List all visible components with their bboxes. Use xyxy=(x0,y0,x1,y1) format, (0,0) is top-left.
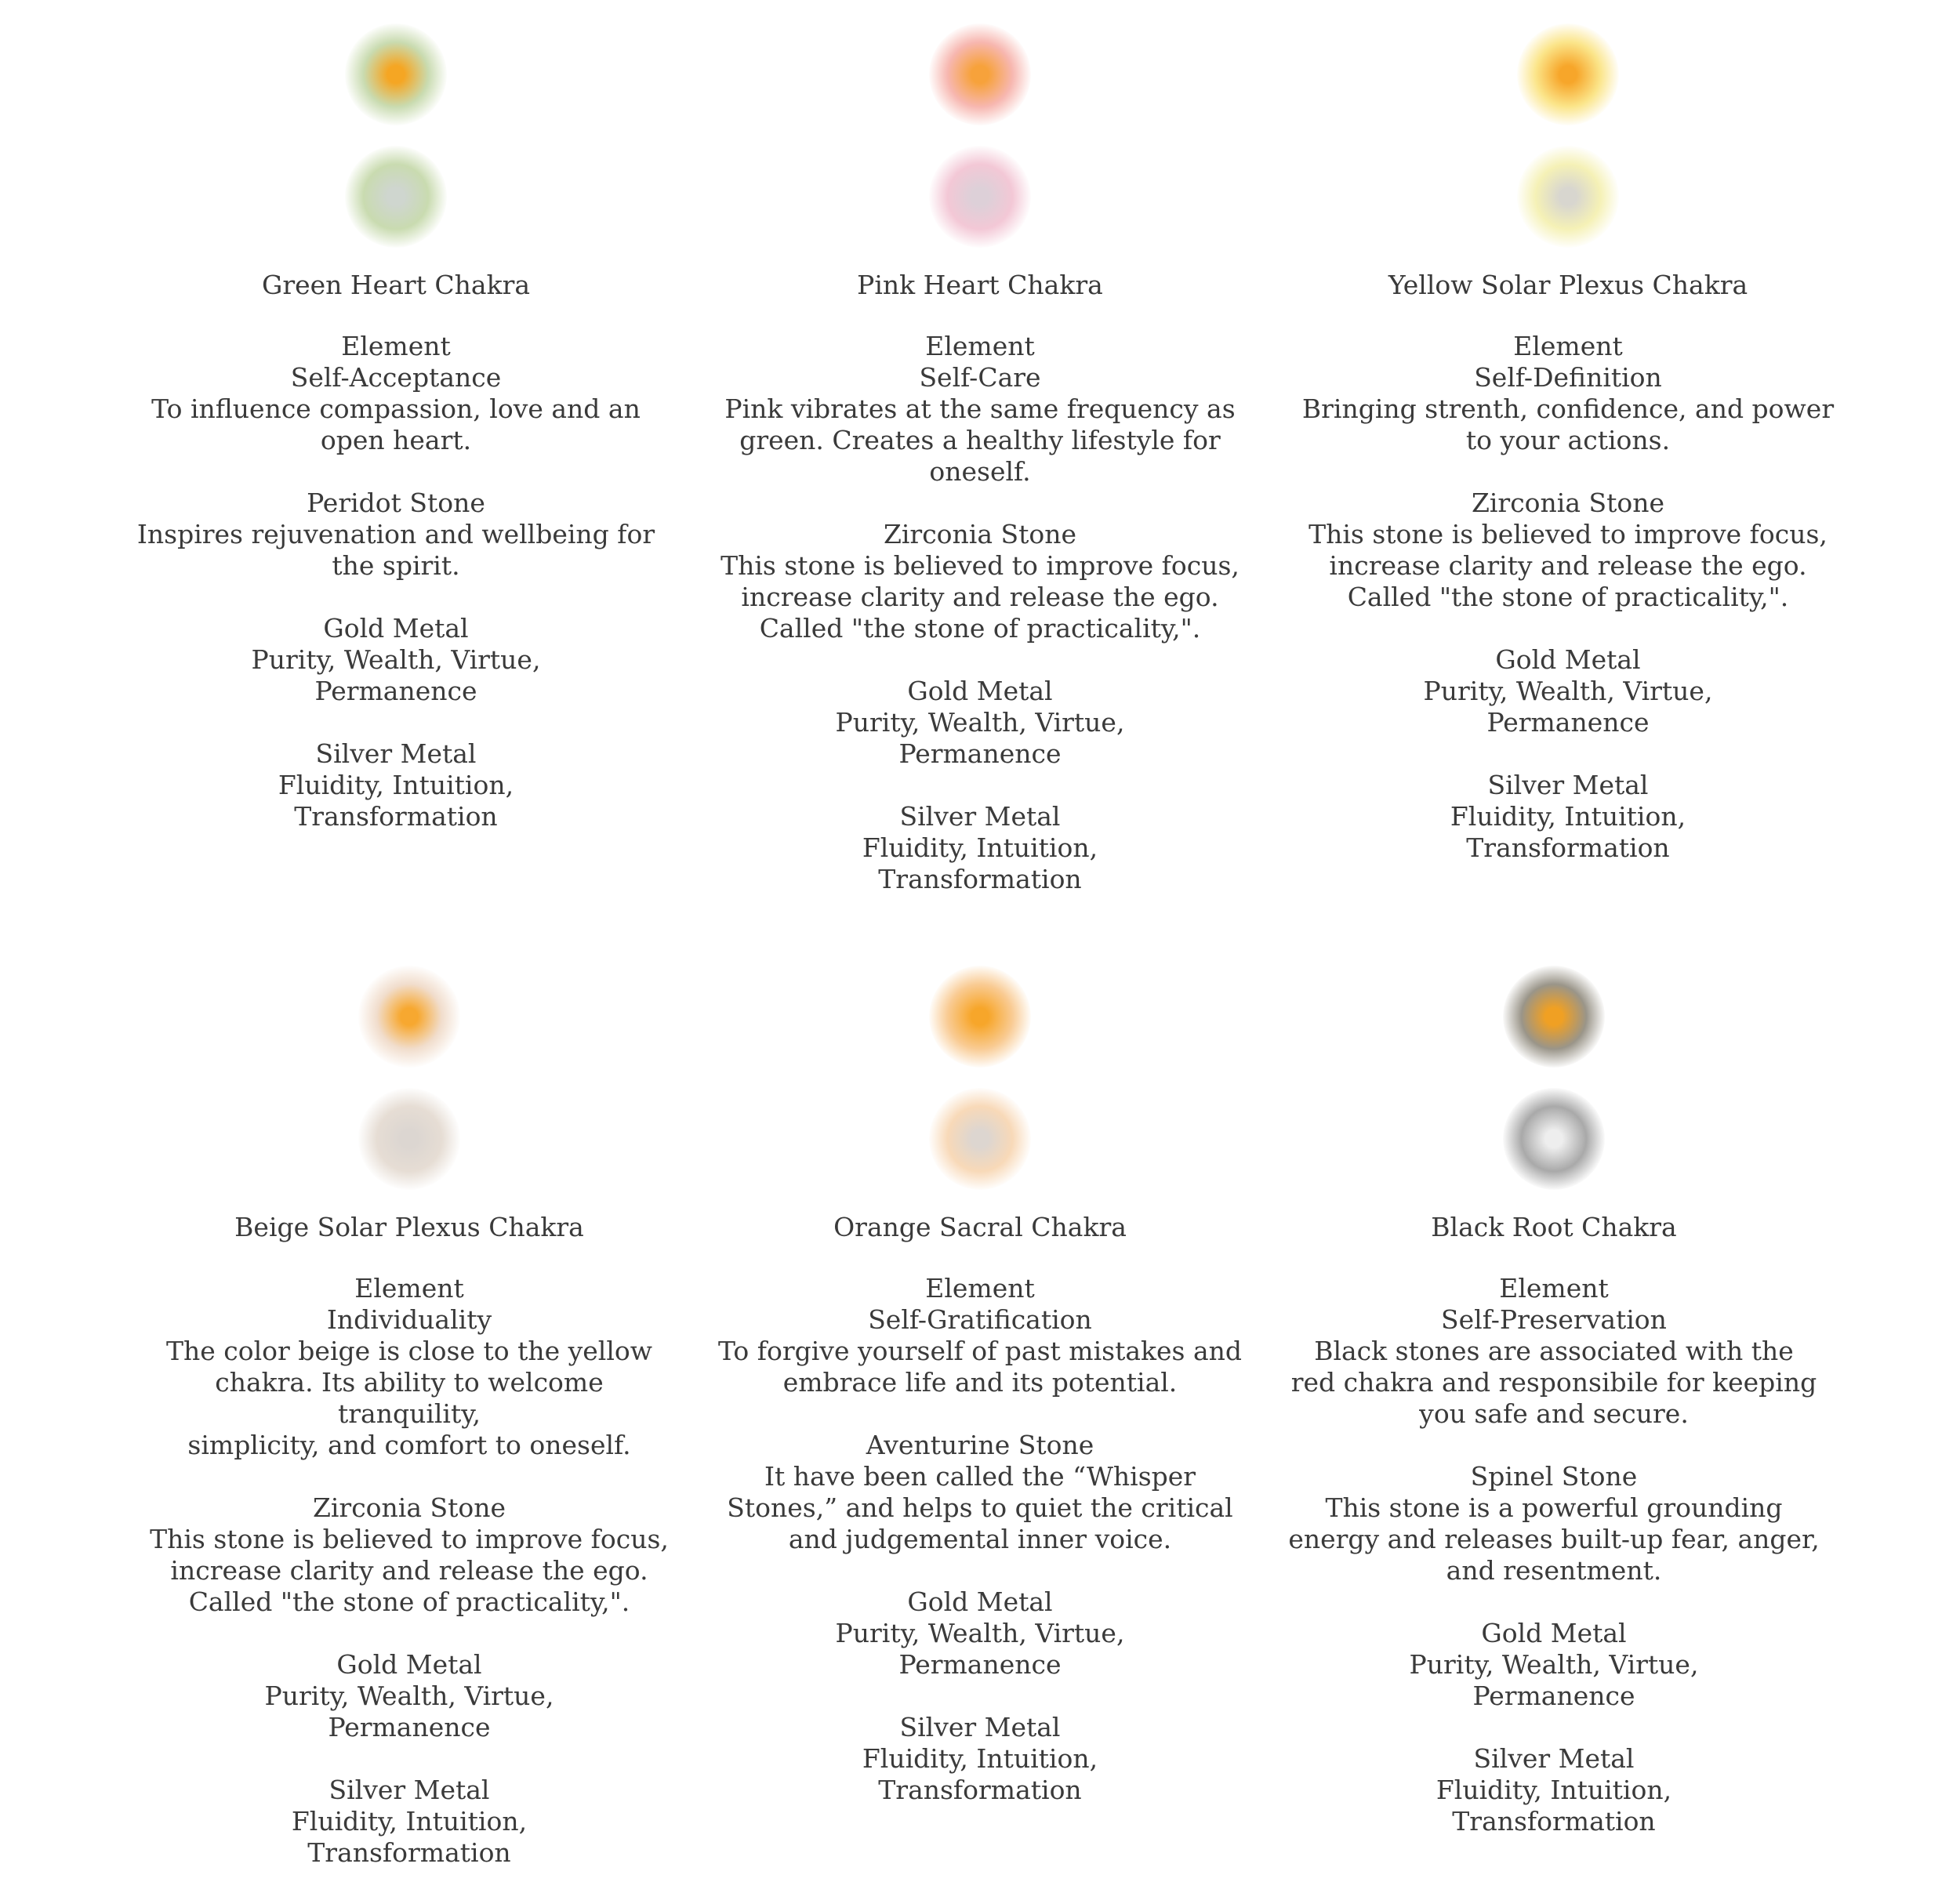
section-stone xyxy=(1301,488,1835,613)
chakra-card-yellow-solar-plexus xyxy=(1301,24,1835,895)
metal-color-orb-icon xyxy=(929,1088,1031,1190)
section-body: Fluidity, Intuition, Transformation xyxy=(862,1743,1098,1805)
metal-color-orb-icon xyxy=(345,146,447,248)
chakra-title: Pink Heart Chakra xyxy=(857,270,1103,300)
section-body: Purity, Wealth, Virtue, Permanence xyxy=(1409,1649,1699,1711)
section-body: Self-Care Pink vibrates at the same frequency as green. Creates a healthy lifestyle for oneself. xyxy=(724,362,1236,487)
chakra-title: Black Root Chakra xyxy=(1431,1212,1677,1242)
section-body: Purity, Wealth, Virtue, Permanence xyxy=(264,1681,554,1742)
section-heading: Gold Metal xyxy=(336,1649,482,1680)
section-gold-metal xyxy=(713,676,1247,770)
section-element xyxy=(713,1273,1247,1398)
section-element xyxy=(129,331,662,456)
section-heading: Gold Metal xyxy=(907,676,1053,706)
section-stone xyxy=(1287,1461,1820,1586)
section-heading: Gold Metal xyxy=(907,1586,1053,1617)
section-stone xyxy=(143,1492,676,1618)
section-body: Fluidity, Intuition, Transformation xyxy=(1450,801,1686,863)
section-body: Self-Preservation Black stones are associated with the red chakra and responsibile for keeping you safe and secure. xyxy=(1290,1304,1817,1429)
chakra-title: Green Heart Chakra xyxy=(261,270,531,300)
chakra-sections xyxy=(713,331,1247,895)
section-heading: Silver Metal xyxy=(899,801,1061,832)
section-body: Self-Gratification To forgive yourself of past mistakes and embrace life and its potential. xyxy=(717,1304,1243,1398)
section-heading: Element xyxy=(925,1273,1035,1304)
section-body: Fluidity, Intuition, Transformation xyxy=(862,832,1098,894)
section-body: Purity, Wealth, Virtue, Permanence xyxy=(251,644,541,706)
section-gold-metal xyxy=(143,1649,676,1743)
section-body: Fluidity, Intuition, Transformation xyxy=(1436,1775,1672,1837)
section-body: Purity, Wealth, Virtue, Permanence xyxy=(1423,676,1713,738)
metal-color-orb-icon xyxy=(1503,1088,1605,1190)
chakra-title: Orange Sacral Chakra xyxy=(833,1212,1127,1242)
section-body: Purity, Wealth, Virtue, Permanence xyxy=(835,1618,1125,1680)
section-body: This stone is a powerful grounding energy and releases built-up fear, anger, and resentment. xyxy=(1288,1492,1820,1586)
chakra-title: Beige Solar Plexus Chakra xyxy=(234,1212,584,1242)
section-silver-metal xyxy=(713,1712,1247,1806)
section-silver-metal xyxy=(1287,1743,1820,1837)
section-gold-metal xyxy=(1287,1618,1820,1712)
section-heading: Spinel Stone xyxy=(1470,1461,1638,1492)
section-silver-metal xyxy=(129,738,662,832)
chakra-color-orb-icon xyxy=(929,966,1031,1068)
section-heading: Silver Metal xyxy=(899,1712,1061,1742)
section-heading: Silver Metal xyxy=(1487,770,1649,800)
chakra-card-pink-heart xyxy=(713,24,1247,926)
metal-color-orb-icon xyxy=(358,1088,460,1190)
chakra-sections xyxy=(1301,331,1835,864)
section-body: Purity, Wealth, Virtue, Permanence xyxy=(835,707,1125,769)
section-body: This stone is believed to improve focus, increase clarity and release the ego. Called "the stone of practicality,". xyxy=(1308,519,1828,612)
metal-color-orb-icon xyxy=(929,146,1031,248)
section-heading: Gold Metal xyxy=(1495,644,1641,675)
section-stone xyxy=(713,1430,1247,1555)
section-heading: Element xyxy=(925,331,1035,361)
section-stone xyxy=(713,519,1247,644)
chakra-color-orb-icon xyxy=(1503,966,1605,1068)
section-heading: Zirconia Stone xyxy=(312,1492,506,1523)
section-body: Inspires rejuvenation and wellbeing for the spirit. xyxy=(136,519,655,581)
section-body: Self-Acceptance To influence compassion, love and an open heart. xyxy=(151,362,641,455)
section-body: Fluidity, Intuition, Transformation xyxy=(278,770,514,832)
section-heading: Zirconia Stone xyxy=(883,519,1077,549)
chakra-card-orange-sacral xyxy=(713,966,1247,1837)
section-silver-metal xyxy=(143,1775,676,1869)
section-body: This stone is believed to improve focus, increase clarity and release the ego. Called "the stone of practicality,". xyxy=(150,1524,669,1617)
chakra-card-black-root xyxy=(1287,966,1820,1869)
section-heading: Element xyxy=(354,1273,464,1304)
chakra-color-orb-icon xyxy=(345,24,447,125)
chakra-color-orb-icon xyxy=(929,24,1031,125)
section-body: It have been called the “Whisper Stones,” and helps to quiet the critical and judgemental inner voice. xyxy=(727,1461,1233,1554)
section-element xyxy=(713,331,1247,488)
chakra-color-orb-icon xyxy=(1517,24,1619,125)
chakra-sections xyxy=(1287,1273,1820,1837)
section-element xyxy=(1287,1273,1820,1430)
section-body: Fluidity, Intuition, Transformation xyxy=(291,1806,528,1868)
section-gold-metal xyxy=(1301,644,1835,738)
chakra-title: Yellow Solar Plexus Chakra xyxy=(1388,270,1748,300)
chakra-color-orb-icon xyxy=(358,966,460,1068)
section-stone xyxy=(129,488,662,582)
chakra-sections xyxy=(713,1273,1247,1806)
section-heading: Zirconia Stone xyxy=(1471,488,1665,518)
section-body: This stone is believed to improve focus, increase clarity and release the ego. Called "the stone of practicality,". xyxy=(720,550,1240,644)
section-heading: Silver Metal xyxy=(328,1775,490,1805)
section-heading: Silver Metal xyxy=(1473,1743,1635,1774)
section-heading: Element xyxy=(1513,331,1623,361)
section-heading: Gold Metal xyxy=(323,613,469,644)
chakra-sections xyxy=(143,1273,676,1869)
chakra-sections xyxy=(129,331,662,832)
section-heading: Peridot Stone xyxy=(307,488,485,518)
section-element xyxy=(1301,331,1835,456)
section-heading: Gold Metal xyxy=(1481,1618,1627,1648)
section-heading: Element xyxy=(1499,1273,1609,1304)
metal-color-orb-icon xyxy=(1517,146,1619,248)
section-silver-metal xyxy=(713,801,1247,895)
section-gold-metal xyxy=(129,613,662,707)
section-heading: Silver Metal xyxy=(315,738,477,769)
chakra-card-green-heart xyxy=(129,24,662,864)
section-heading: Element xyxy=(341,331,451,361)
chakra-card-beige-solar-plexus xyxy=(143,966,676,1900)
section-heading: Aventurine Stone xyxy=(866,1430,1094,1460)
section-body: Self-Definition Bringing strenth, confidence, and power to your actions. xyxy=(1301,362,1835,455)
section-body: Individuality The color beige is close to the yellow chakra. Its ability to welcome tranquility, simplicity, and comfort to oneself. xyxy=(165,1304,653,1460)
section-gold-metal xyxy=(713,1586,1247,1681)
section-element xyxy=(143,1273,676,1461)
section-silver-metal xyxy=(1301,770,1835,864)
